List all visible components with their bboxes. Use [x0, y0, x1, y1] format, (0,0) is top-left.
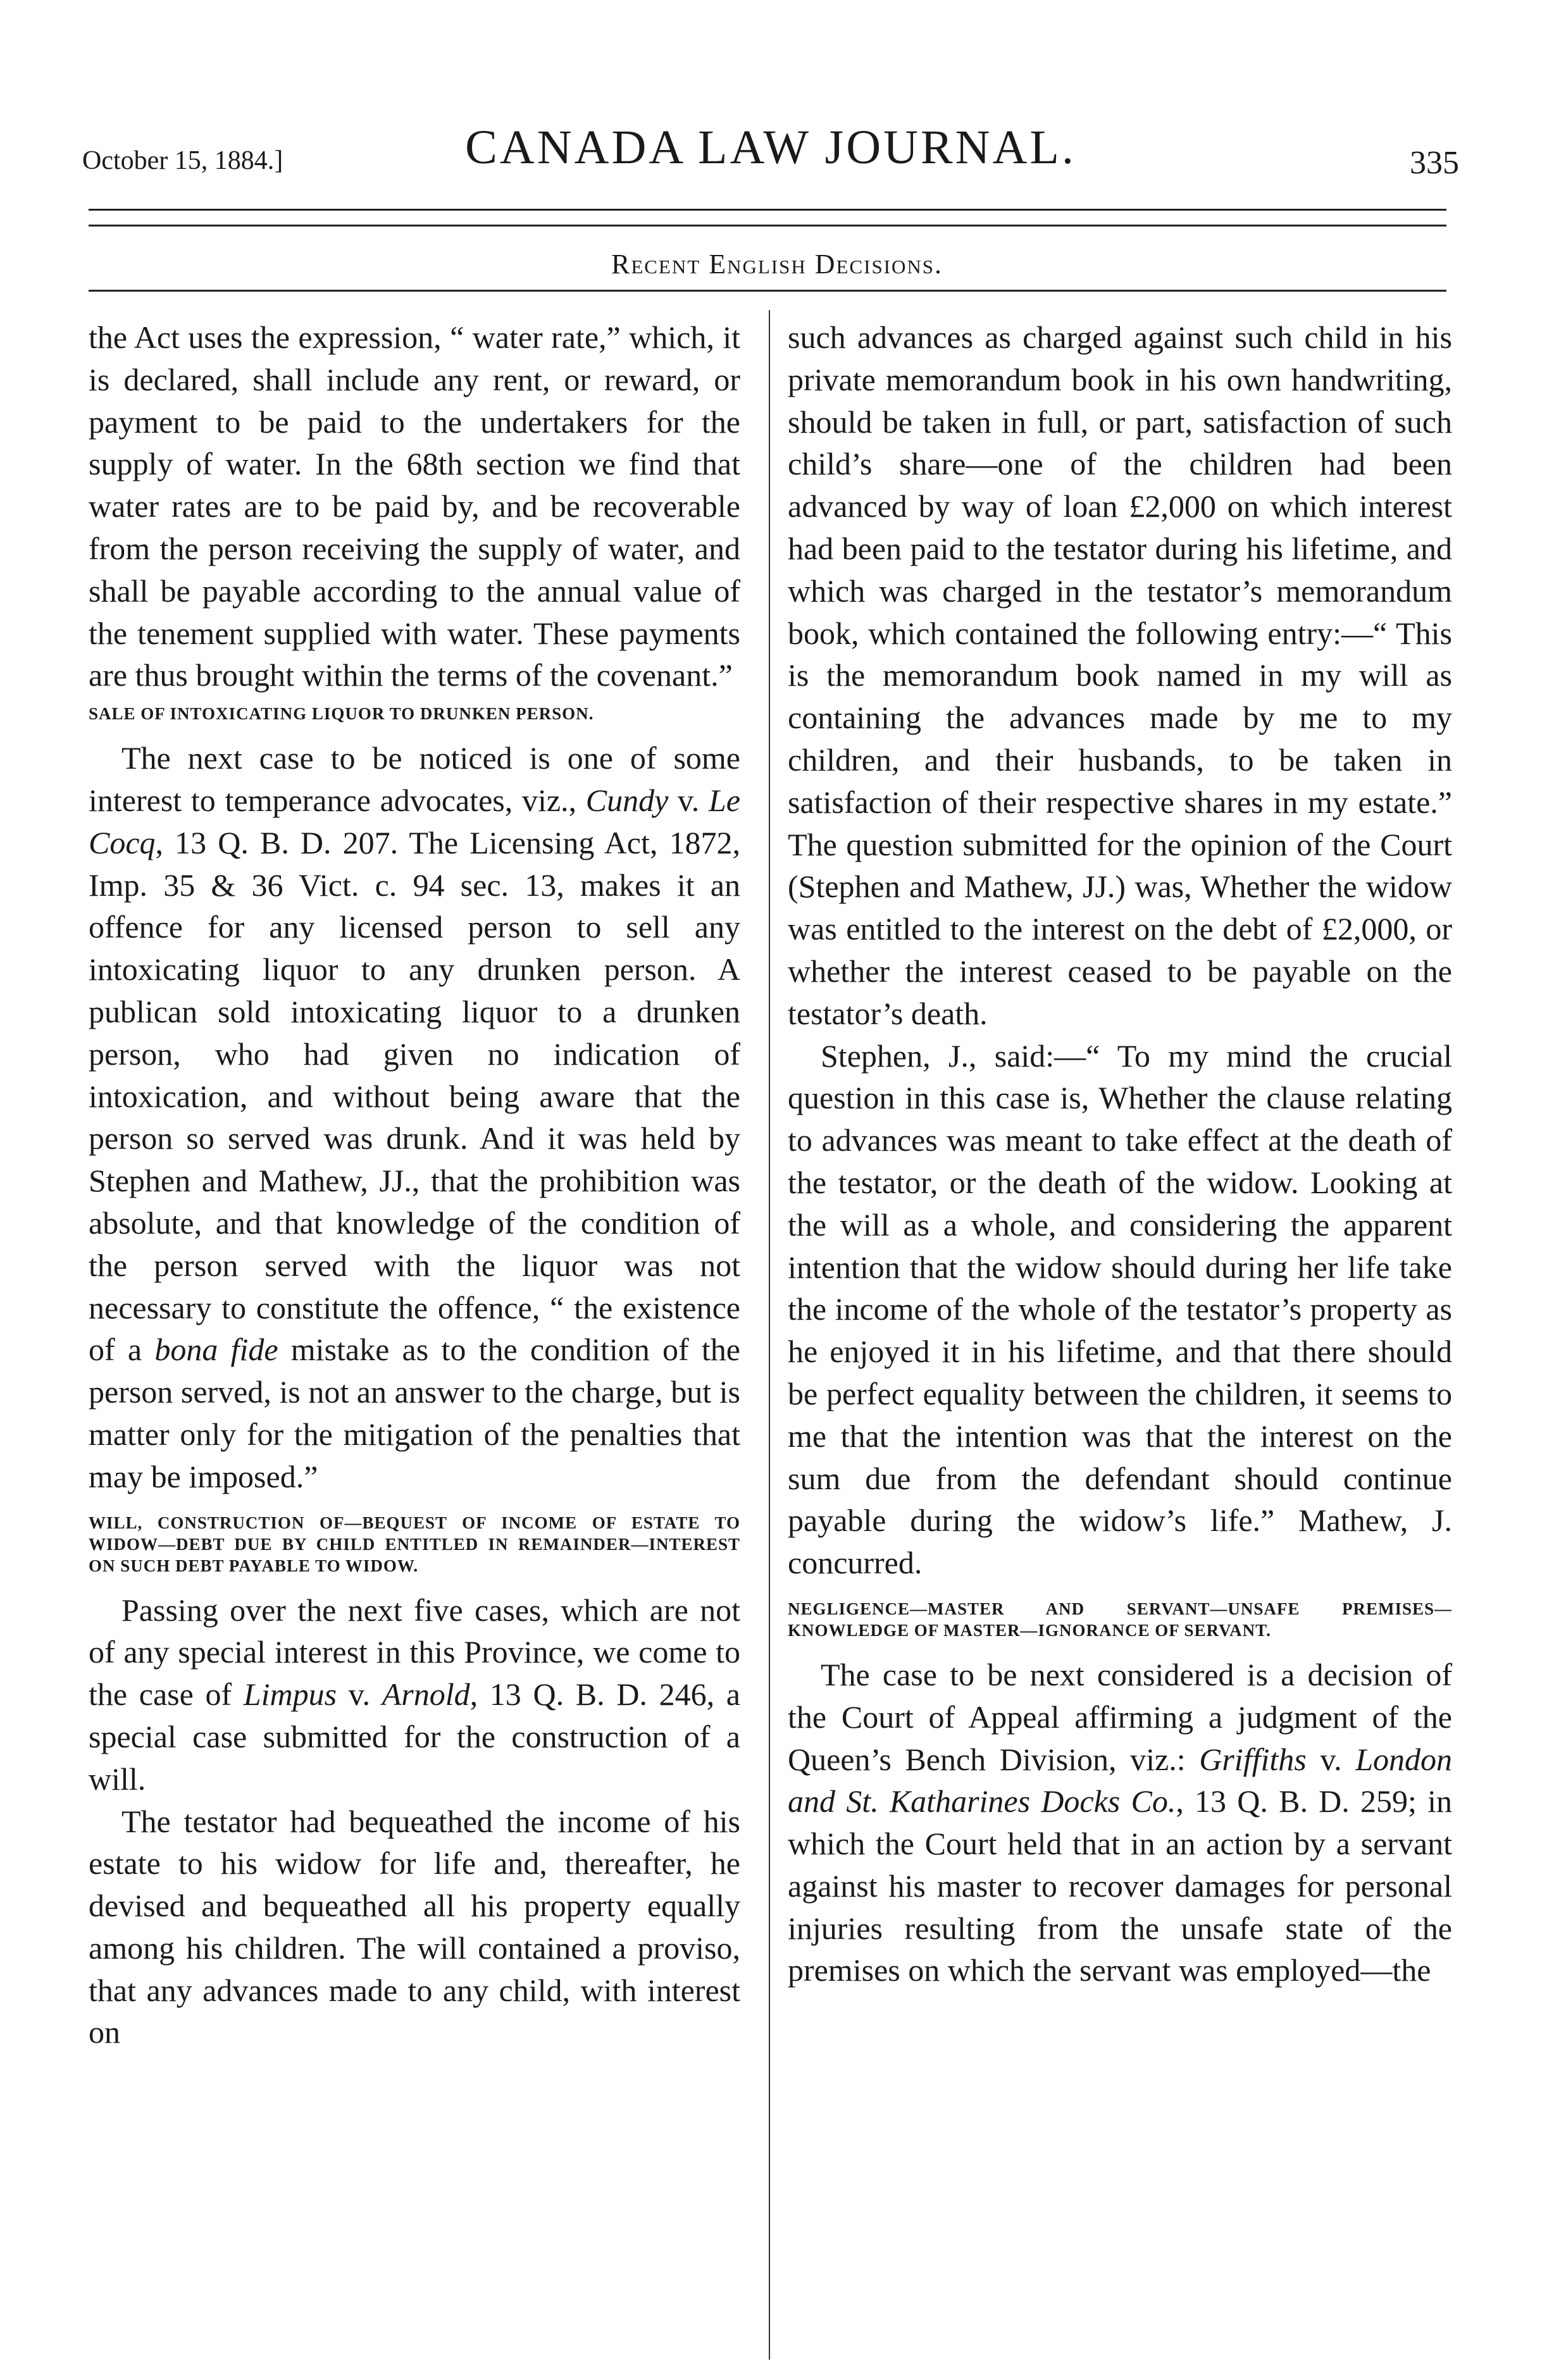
case-name: Limpus — [243, 1677, 337, 1713]
page-number: 335 — [1410, 145, 1459, 181]
text-run: , 13 Q. B. D. 207. The Licensing Act, 1872, Imp. 35 & 36 Vict. c. 94 sec. 13, makes it an offence for any licensed person to sell any intoxicating liquor to any drunken person. A publican sold intoxicating liquor to a drunken person, who had given no indication of intoxication, and without being aware that the person so served was drunk. And it was held by Stephen and Mathew, JJ., that the prohibition was absolute, and that knowledge of the condition of the person served with the liquor was not necessary to constitute the offence, “ the existence of a — [89, 824, 740, 1368]
left-paragraph-1: the Act uses the expression, “ water rate,” which, it is declared, shall include any rent, or reward, or payment to be paid to the undertakers for the supply of water. In the 68th section we find that water rates are to be paid by, and be recoverable from the person receiving the supply of water, and shall be payable according to the annual value of the tenement supplied with water. These payments are thus brought within the terms of the covenant.” — [89, 319, 740, 693]
right-subheading-1: NEGLIGENCE—MASTER AND SERVANT—UNSAFE PREMISES—KNOWLEDGE OF MASTER—IGNORANCE OF SERVANT. — [788, 1599, 1452, 1640]
text-run: Passing over the next five cases, which are not of any special interest in this Province, we come to the case of — [89, 1592, 740, 1713]
text-run: The next case to be noticed is one of some interest to temperance advocates, viz., — [89, 740, 740, 818]
text-run: , 13 Q. B. D. 246, a special case submitted for the construction of a will. — [89, 1677, 740, 1797]
header-double-rule — [89, 209, 1446, 226]
text-run: v. — [668, 782, 709, 818]
right-column — [788, 316, 1452, 1992]
right-paragraph-3 — [788, 1654, 1452, 1992]
section-rule — [89, 290, 1446, 292]
left-column — [89, 316, 740, 2054]
latin-phrase: bona fide — [154, 1332, 278, 1368]
case-name: London and St. Katharines Docks Co. — [788, 1741, 1452, 1819]
text-run: v. — [337, 1677, 382, 1713]
running-head — [82, 120, 1459, 190]
left-paragraph-4: The testator had bequeathed the income of his estate to his widow for life and, thereafter, he devised and bequeathed all his property equally among his children. The will contained a proviso, that any advances made to any child, with interest on — [89, 1803, 740, 2050]
right-paragraph-1: such advances as charged against such child in his private memorandum book in his own handwriting, should be taken in full, or part, satisfaction of such child’s share—one of the children had been advanced by way of loan £2,000 on which interest had been paid to the testator during his lifetime, and which was charged in the testator’s memorandum book, which contained the following entry:—“ This is the memorandum book named in my will as containing the advances made by me to my children, and their husbands, to be taken in satisfaction of their respective shares in my estate.” The question submitted for the opinion of the Court (Stephen and Mathew, JJ.) was, Whether the widow was entitled to the interest on the debt of £2,000, or whether the interest ceased to be payable on the testator’s death. — [788, 319, 1452, 1031]
left-paragraph-2 — [89, 737, 740, 1497]
text-run: mistake as to the condition of the person served, is not an answer to the charge, but is matter only for the mitigation of the penalties that may be imposed.” — [89, 1332, 740, 1494]
left-subheading-2: WILL, CONSTRUCTION OF—BEQUEST OF INCOME OF ESTATE TO WIDOW—DEBT DUE BY CHILD ENTITLED IN REMAINDER—INTEREST ON SUCH DEBT PAYABLE TO WIDOW. — [89, 1513, 740, 1575]
journal-title: CANADA LAW JOURNAL. — [465, 121, 1076, 174]
case-name: Le Cocq — [89, 782, 740, 860]
case-name: Cundy — [585, 782, 669, 818]
section-title: Recent English Decisions. — [611, 249, 943, 280]
case-name: Arnold — [382, 1677, 470, 1713]
column-divider — [769, 310, 770, 2360]
text-run: v. — [1306, 1741, 1356, 1777]
case-name: Griffiths — [1199, 1741, 1307, 1777]
text-run: The case to be next considered is a decision of the Court of Appeal affirming a judgment of the Queen’s Bench Division, viz.: — [788, 1656, 1452, 1777]
text-run: , 13 Q. B. D. 259; in which the Court held that in an action by a servant against his master to recover damages for personal injuries resulting from the unsafe state of the premises on which the servant was employed—the — [788, 1783, 1452, 1988]
left-paragraph-3 — [89, 1589, 740, 1800]
right-paragraph-2: Stephen, J., said:—“ To my mind the crucial question in this case is, Whether the clause relating to advances was meant to take effect at the death of the testator, or the death of the widow. Looking at the will as a whole, and considering the apparent intention that the widow should during her life take the income of the whole of the testator’s property as he enjoyed it in his lifetime, and that there should be perfect equality between the children, it seems to me that the intention was that the interest on the sum due from the defendant should continue payable during the widow’s life.” Mathew, J. concurred. — [788, 1038, 1452, 1581]
issue-date: October 15, 1884.] — [82, 146, 283, 175]
left-subheading-1: SALE OF INTOXICATING LIQUOR TO DRUNKEN PERSON. — [89, 704, 594, 724]
